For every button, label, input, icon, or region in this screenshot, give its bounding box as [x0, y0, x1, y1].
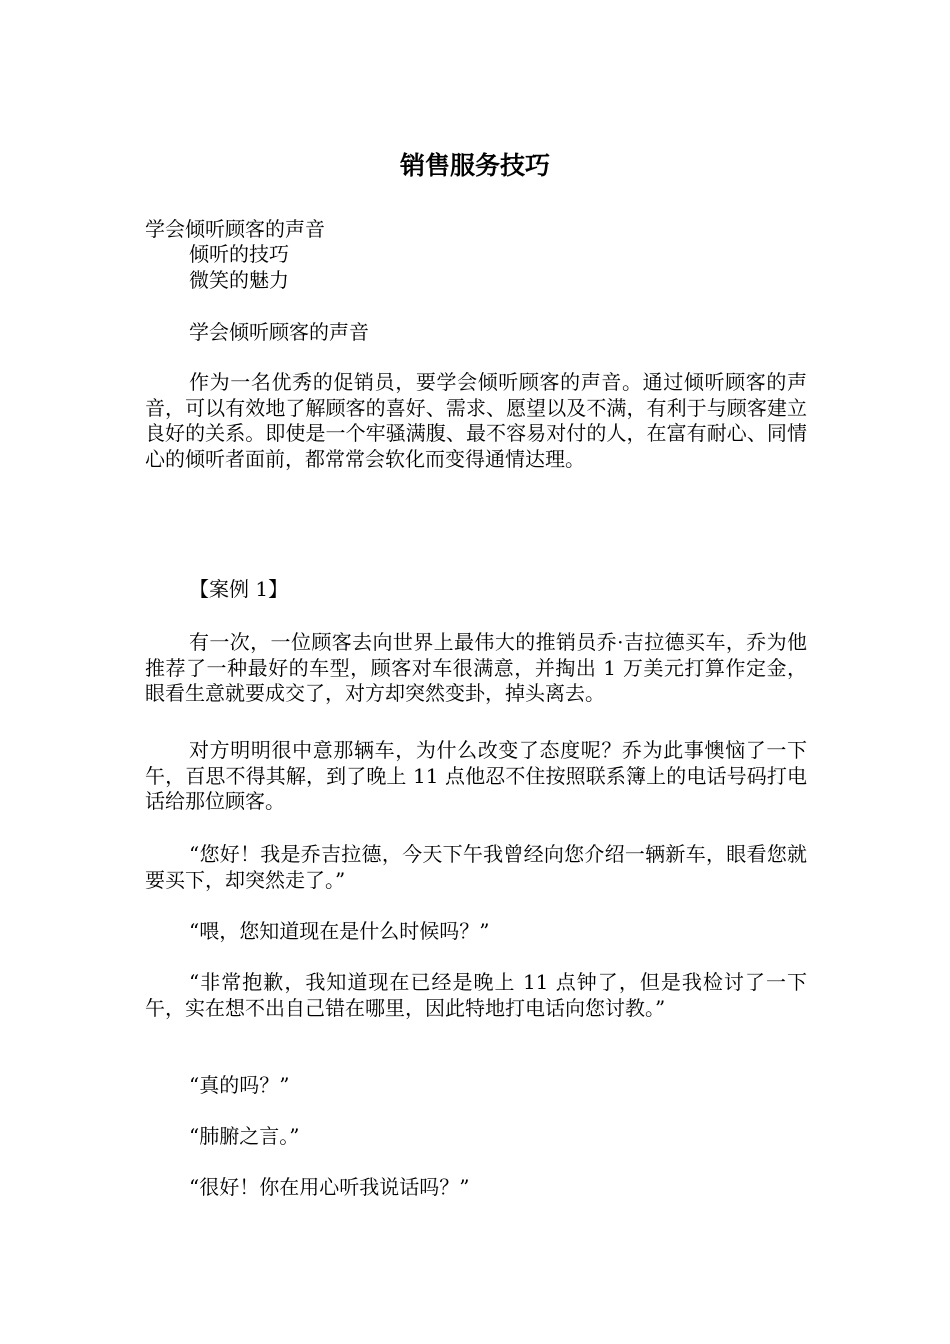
- case-paragraph: “非常抱歉，我知道现在已经是晚上 11 点钟了，但是我检讨了一下午，实在想不出自己错在哪里，因此特地打电话向您讨教。”: [145, 970, 807, 1020]
- case-paragraph: “很好！你在用心听我说话吗？”: [189, 1175, 470, 1199]
- section-heading: 学会倾听顾客的声音: [189, 320, 369, 344]
- case-paragraph: 有一次，一位顾客去向世界上最伟大的推销员乔·吉拉德买车，乔为他推荐了一种最好的车型，顾客对车很满意，并掏出 1 万美元打算作定金，眼看生意就要成交了，对方却突然变卦，掉头离去。: [145, 630, 807, 706]
- document-title: 销售服务技巧: [399, 151, 550, 180]
- case-paragraph: 对方明明很中意那辆车，为什么改变了态度呢？乔为此事懊恼了一下午，百思不得其解，到了晚上 11 点他忍不住按照联系簿上的电话号码打电话给那位顾客。: [145, 738, 807, 814]
- case-paragraph: “真的吗？”: [189, 1073, 290, 1097]
- intro-paragraph: 作为一名优秀的促销员，要学会倾听顾客的声音。通过倾听顾客的声音，可以有效地了解顾客的喜好、需求、愿望以及不满，有利于与顾客建立良好的关系。即使是一个牢骚满腹、最不容易对付的人，在富有耐心、同情心的倾听者面前，都常常会软化而变得通情达理。: [145, 370, 807, 471]
- case-label: 【案例 1】: [189, 577, 289, 601]
- case-paragraph: “肺腑之言。”: [189, 1124, 300, 1148]
- case-paragraph: “您好！我是乔吉拉德，今天下午我曾经向您介绍一辆新车，眼看您就要买下，却突然走了。”: [145, 842, 807, 892]
- toc-item: 倾听的技巧: [189, 242, 289, 266]
- toc-item: 学会倾听顾客的声音: [145, 217, 325, 241]
- case-paragraph: “喂，您知道现在是什么时候吗？”: [189, 919, 490, 943]
- toc-item: 微笑的魅力: [189, 268, 289, 292]
